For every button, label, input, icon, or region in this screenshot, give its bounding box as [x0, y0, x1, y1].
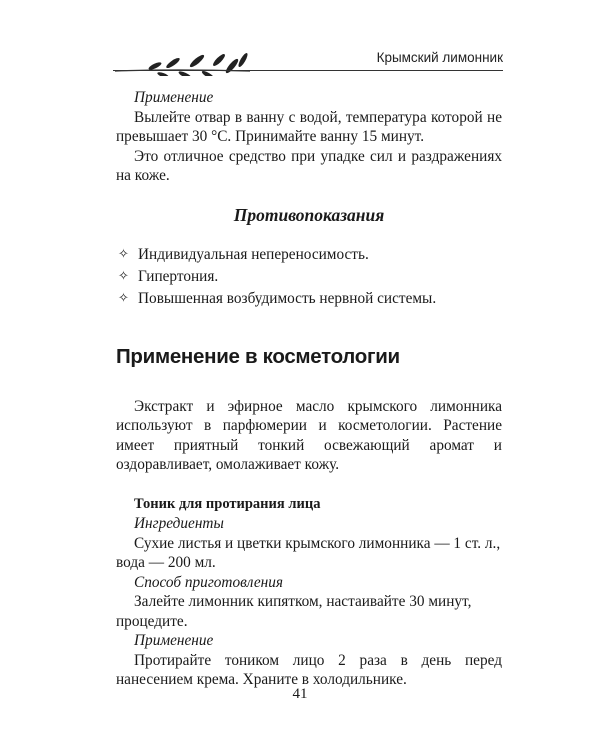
- paragraph-bath: Вылейте отвар в ванну с водой, температура которой не превышает 30 °С. Принимайте ванну 15 минут.: [116, 108, 502, 145]
- contraindications-list: [116, 245, 502, 309]
- four-point-star-icon: ✧: [118, 269, 129, 284]
- running-title: Крымский лимонник: [376, 50, 503, 65]
- four-point-star-icon: ✧: [118, 291, 129, 306]
- ingredients-label: Ингредиенты: [134, 515, 224, 532]
- paragraph-intro: Экстракт и эфирное масло крымского лимонника используют в парфюмерии и косметологии. Растение имеет приятный тонкий освежающий аромат и оздоравливает, омолаживает кожу.: [116, 397, 502, 473]
- usage-label: Применение: [134, 632, 214, 649]
- page-body: [116, 88, 502, 690]
- page-number: 41: [292, 686, 308, 702]
- chapter-heading: Применение в косметологии: [116, 344, 400, 368]
- four-point-star-icon: ✧: [118, 247, 129, 262]
- page-header: [113, 46, 503, 76]
- list-item-text: Повышенная возбудимость нервной системы.: [138, 290, 437, 307]
- list-item: [116, 289, 502, 309]
- list-item: [116, 267, 502, 287]
- list-item-text: Индивидуальная непереносимость.: [138, 246, 369, 263]
- paragraph-remedy: Это отличное средство при упадке сил и раздражениях на коже.: [116, 147, 502, 184]
- method-text: Залейте лимонник кипятком, настаивайте 30 минут, процедите.: [116, 593, 472, 630]
- list-item: [116, 245, 502, 265]
- list-item-text: Гипертония.: [138, 268, 219, 285]
- usage-label-top: Применение: [134, 89, 214, 106]
- recipe-title: Тоник для протирания лица: [134, 495, 321, 512]
- usage-text: Протирайте тоником лицо 2 раза в день перед нанесением крема. Храните в холодильнике.: [116, 651, 502, 688]
- leaf-branch-icon: [115, 48, 255, 76]
- ingredients-text: Сухие листья и цветки крымского лимонника — 1 ст. л., вода — 200 мл.: [116, 534, 501, 571]
- header-rule: [113, 70, 503, 71]
- contraindications-heading: Противопоказания: [233, 204, 385, 225]
- method-label: Способ приготовления: [134, 573, 283, 591]
